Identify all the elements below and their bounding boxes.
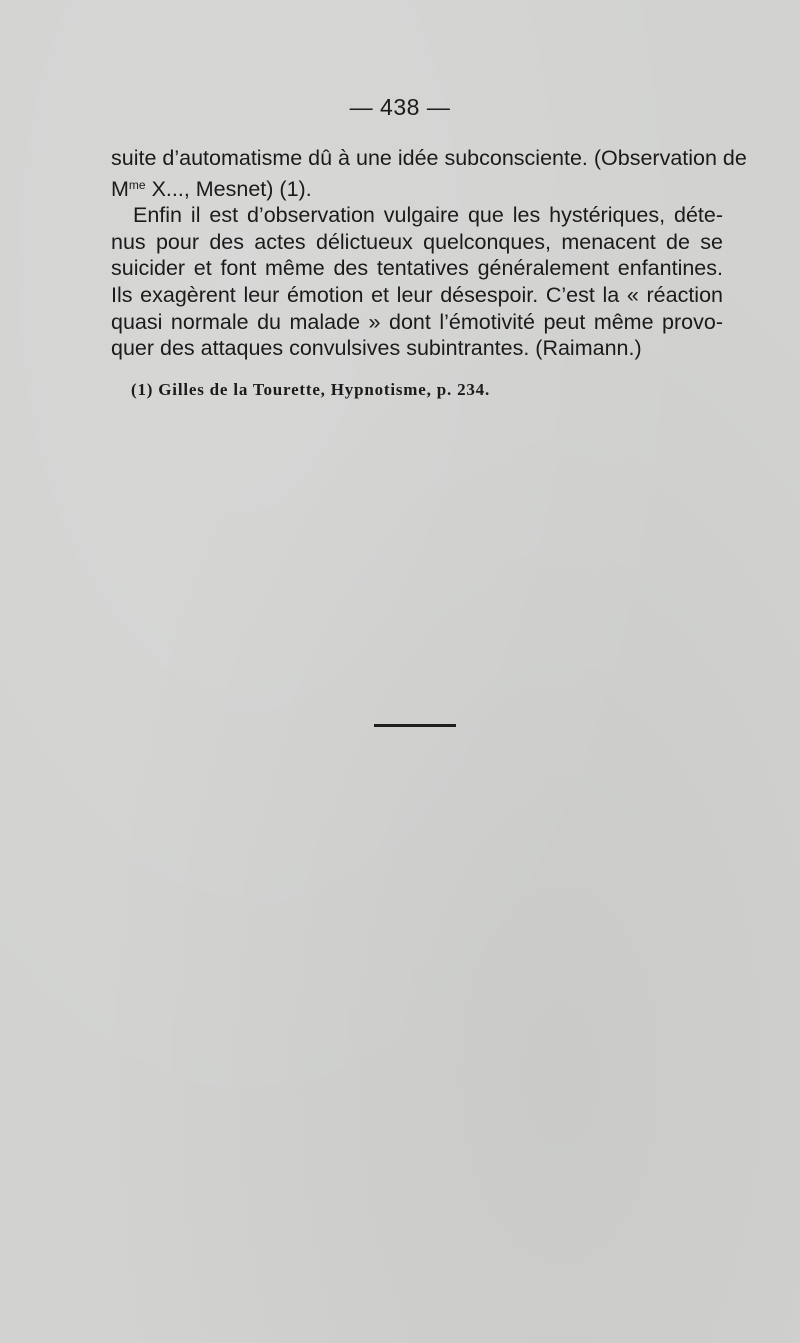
footnote: (1) Gilles de la Tourette, Hypnotisme, p. 234. — [131, 380, 491, 399]
text-line: Enfin il est d’observation vulgaire que les hystériques, déte- — [133, 203, 723, 228]
text-line: Ils exagèrent leur émotion et leur désespoir. C’est la « réaction — [111, 282, 723, 307]
text-line — [111, 172, 723, 203]
text-line: suicider et font même des tentatives généralement enfantines. — [111, 256, 723, 281]
text-line: nus pour des actes délictueux quelconques, menacent de se — [111, 229, 723, 254]
text-segment: X..., Mesnet) (1). — [145, 176, 312, 201]
body-text — [111, 145, 747, 362]
text-line: suite d’automatisme dû à une idée subconsciente. (Observation de — [111, 146, 747, 170]
abbreviation-base: M — [111, 176, 129, 201]
abbreviation-superscript: me — [128, 177, 146, 192]
page-number: — 438 — — [349, 94, 451, 120]
paragraph-2 — [111, 202, 723, 362]
paragraph-1 — [111, 145, 747, 202]
text-line: quer des attaques convulsives subintrantes. (Raimann.) — [111, 336, 642, 361]
text-line: quasi normale du malade » dont l’émotivité peut même provo- — [111, 309, 723, 334]
section-divider — [374, 724, 456, 727]
